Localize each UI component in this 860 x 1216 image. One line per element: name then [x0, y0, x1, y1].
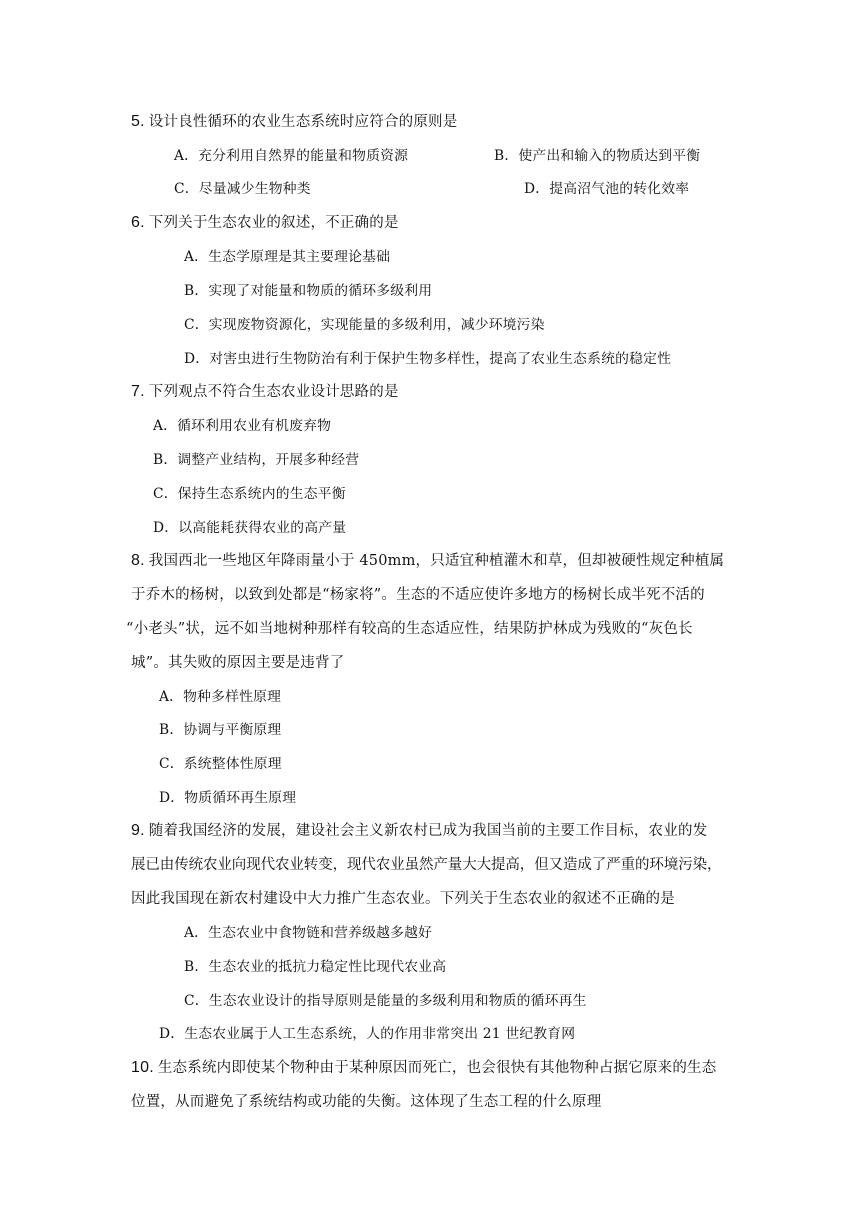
question-number: 9.	[131, 822, 145, 839]
q7-option-a: A．循环利用农业有机废弃物	[153, 418, 332, 434]
question-number: 7.	[131, 383, 145, 400]
question-text: 下列观点不符合生态农业设计思路的是	[148, 384, 399, 400]
q7-option-b: B．调整产业结构，开展多种经营	[153, 452, 360, 468]
question-number: 5.	[131, 113, 145, 130]
q9-option-b: B．生态农业的抵抗力稳定性比现代农业高	[184, 959, 447, 975]
q7-option-d: D．以高能耗获得农业的高产量	[153, 520, 347, 536]
question-9-line-1	[131, 821, 707, 841]
question-10-line-1	[131, 1058, 716, 1078]
q9-option-c: C．生态农业设计的指导原则是能量的多级利用和物质的循环再生	[184, 993, 587, 1009]
q6-option-a: A．生态学原理是其主要理论基础	[184, 249, 391, 265]
question-text: 随着我国经济的发展，建设社会主义新农村已成为我国当前的主要工作目标，农业的发	[148, 823, 708, 839]
q8-option-d: D．物质循环再生原理	[159, 790, 297, 806]
question-text: 下列关于生态农业的叙述，不正确的是	[148, 215, 399, 231]
q8-option-c: C．系统整体性原理	[159, 756, 282, 772]
question-text: 设计良性循环的农业生态系统时应符合的原则是	[148, 114, 458, 130]
question-7-stem	[131, 382, 399, 402]
q8-option-b: B．协调与平衡原理	[159, 722, 282, 738]
q7-option-c: C．保持生态系统内的生态平衡	[153, 486, 346, 502]
question-number: 8.	[131, 552, 145, 569]
question-8-line-4: 城”。其失败的原因主要是违背了	[131, 655, 345, 671]
q6-option-c: C．实现废物资源化，实现能量的多级利用，减少环境污染	[184, 317, 545, 333]
q5-option-a: A．充分利用自然界的能量和物质资源	[174, 148, 409, 164]
question-9-line-2: 展已由传统农业向现代农业转变，现代农业虽然产量大大提高，但又造成了严重的环境污染，	[131, 857, 722, 873]
q6-option-b: B．实现了对能量和物质的循环多级利用	[184, 283, 433, 299]
question-6-stem	[131, 213, 399, 233]
question-8-line-2: 于乔木的杨树，以致到处都是“杨家将”。生态的不适应使许多地方的杨树长成半死不活的	[131, 587, 705, 603]
q9-option-a: A．生态农业中食物链和营养级越多越好	[184, 925, 433, 941]
question-9-line-3: 因此我国现在新农村建设中大力推广生态农业。下列关于生态农业的叙述不正确的是	[131, 891, 675, 907]
question-10-line-2: 位置，从而避免了系统结构或功能的失衡。这体现了生态工程的什么原理	[131, 1094, 602, 1110]
q5-option-b: B．使产出和输入的物质达到平衡	[494, 148, 701, 164]
q9-option-d: D．生态农业属于人工生态系统，人的作用非常突出 21 世纪教育网	[159, 1026, 576, 1042]
question-5-stem	[131, 112, 457, 132]
question-8-line-1	[131, 551, 724, 571]
question-number: 10.	[131, 1059, 154, 1076]
question-8-line-3: “小老头”状，远不如当地树种那样有较高的生态适应性，结果防护林成为残败的“灰色长	[126, 621, 693, 637]
q8-option-a: A．物种多样性原理	[159, 689, 282, 705]
question-text: 生态系统内即使某个物种由于某种原因而死亡，也会很快有其他物种占据它原来的生态	[157, 1060, 717, 1076]
q6-option-d: D．对害虫进行生物防治有利于保护生物多样性，提高了农业生态系统的稳定性	[184, 351, 672, 367]
question-text: 我国西北一些地区年降雨量小于 450mm，只适宜种植灌木和草，但却被硬性规定种植属	[148, 553, 725, 569]
q5-option-d: D．提高沼气池的转化效率	[524, 181, 690, 197]
question-number: 6.	[131, 214, 145, 231]
q5-option-c: C．尽量减少生物种类	[174, 181, 311, 197]
